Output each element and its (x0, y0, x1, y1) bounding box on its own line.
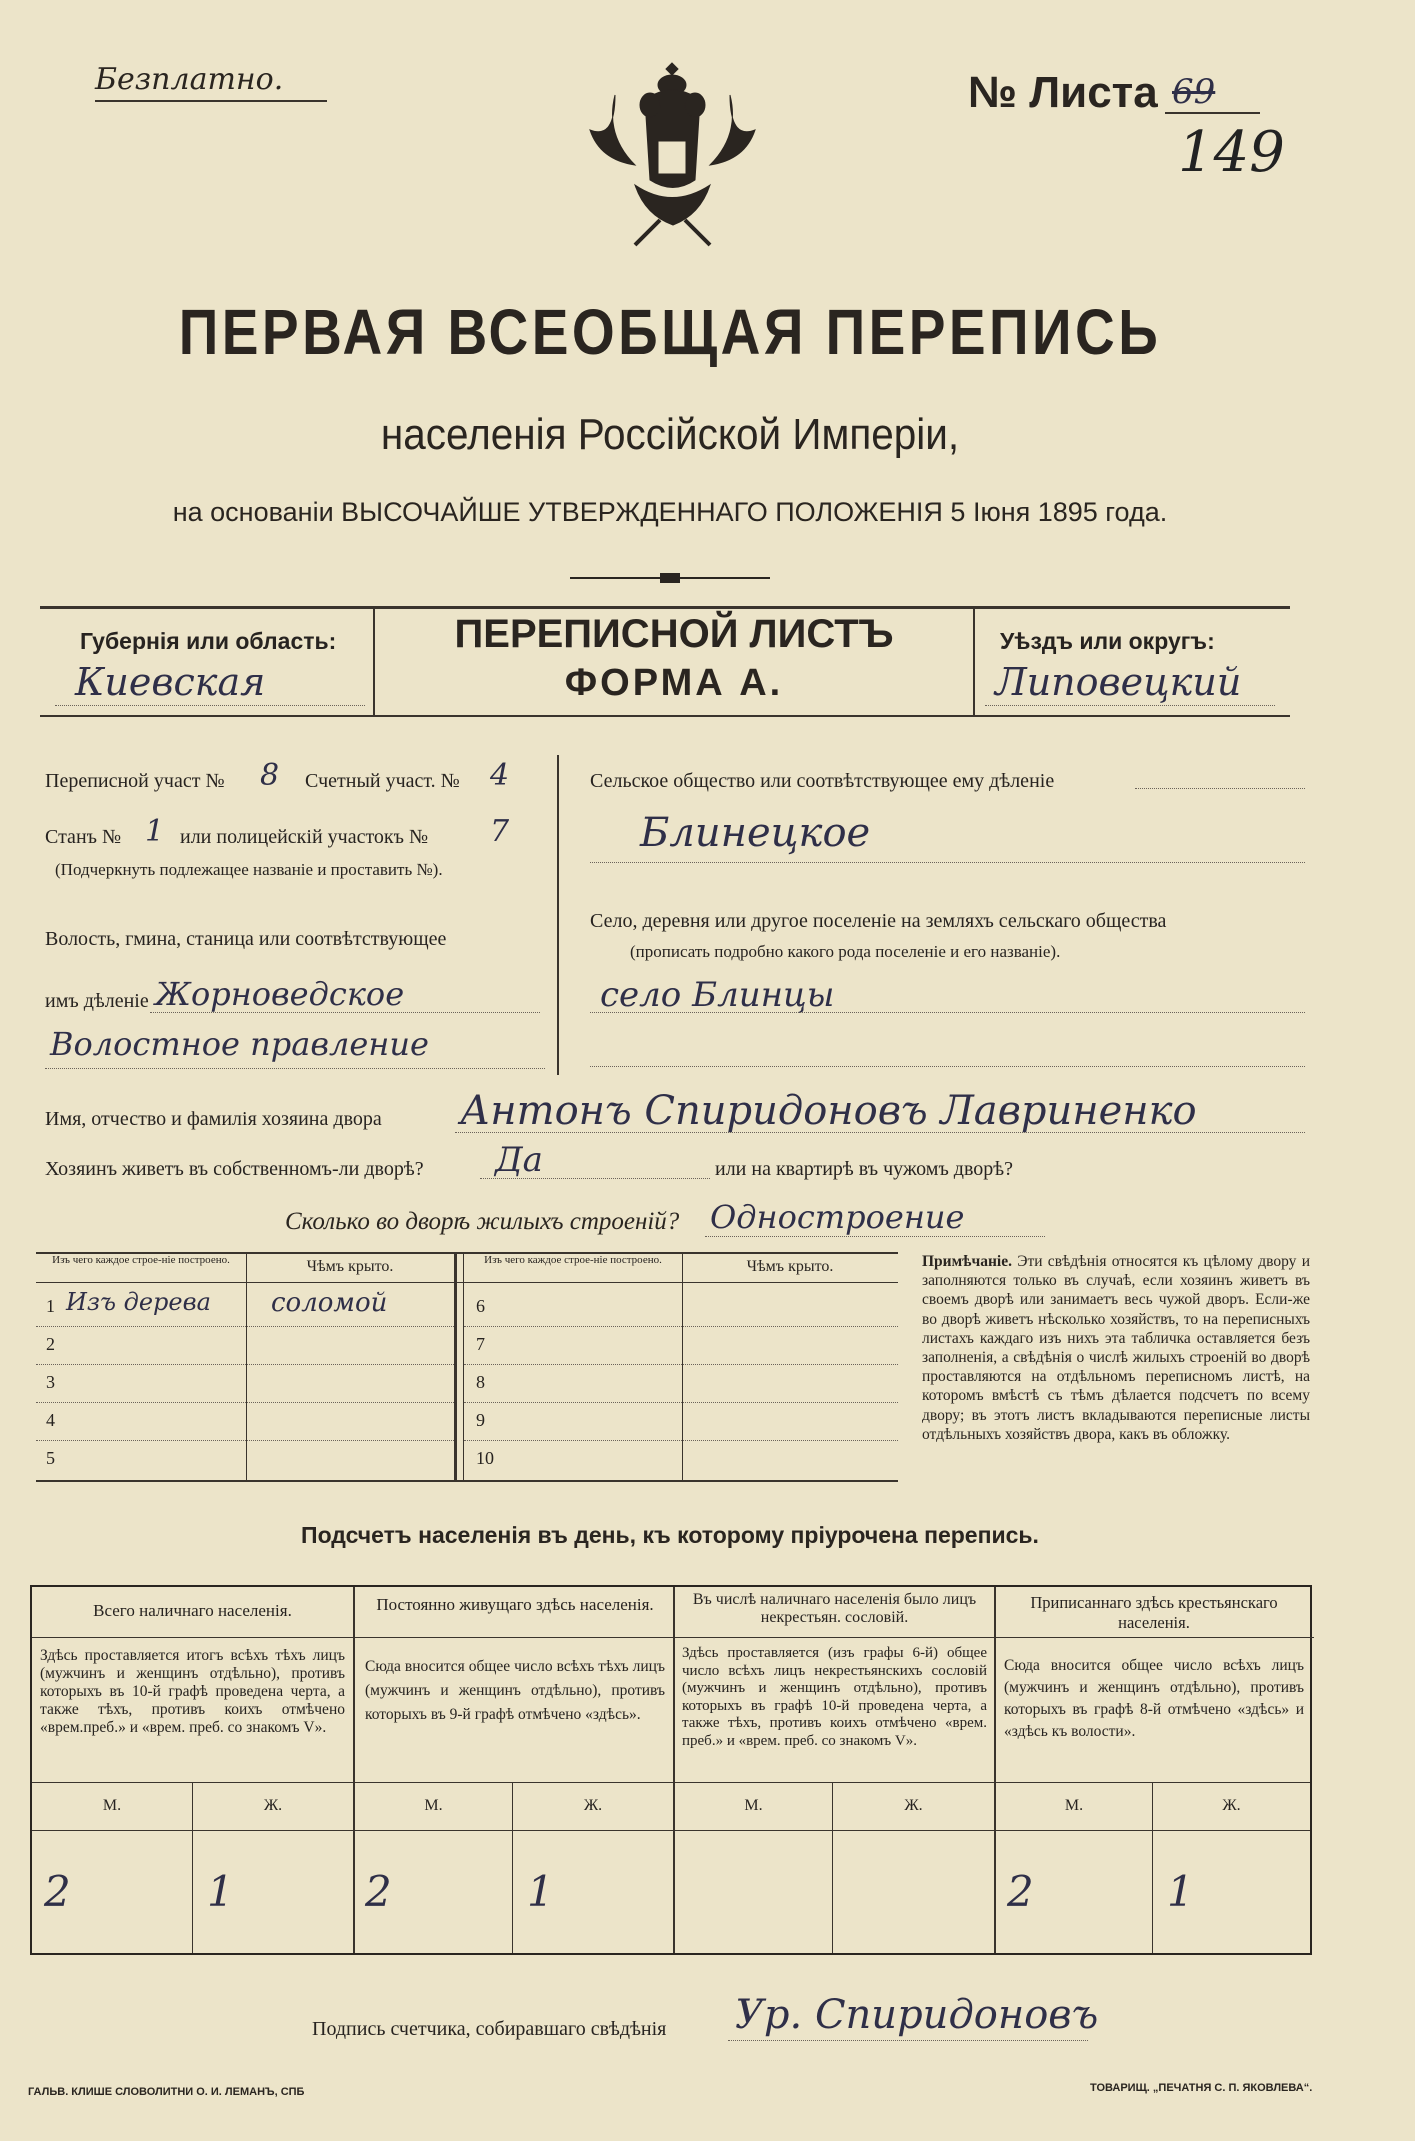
counting-section-label: Счетный участ. № (305, 770, 460, 792)
province-line (55, 705, 365, 706)
police-value: 7 (490, 814, 510, 849)
society-label: Сельское общество или соотвѣтствующее ему дѣленіе (590, 770, 1055, 792)
building-material: Изъ дерева (66, 1288, 211, 1316)
footer-right: ТОВАРИЩ. „ПЕЧАТНЯ С. П. ЯКОВЛЕВА“. (1090, 2082, 1313, 2094)
sheet-number-underline (1165, 112, 1260, 114)
sheet-number-crossed: 69 (1172, 72, 1216, 112)
signature-line (728, 2040, 1088, 2041)
row-number: 2 (46, 1334, 55, 1354)
table-row (464, 1402, 898, 1441)
pop-col-4-f-value: 1 (1167, 1867, 1194, 1916)
underline-note: (Подчеркнуть подлежащее названіе и проставить №). (55, 860, 443, 879)
owner-name-line (455, 1132, 1305, 1133)
buildings-label: Сколько во дворѣ жилыхъ строеній? (285, 1208, 680, 1235)
row-number: 3 (46, 1372, 55, 1392)
note (922, 1252, 1310, 1444)
volost-value: Жорноведское (155, 975, 405, 1013)
ornament-divider (570, 570, 770, 584)
pop-col-1-head: Всего наличнаго населенія. (93, 1601, 292, 1620)
row-number: 5 (46, 1448, 55, 1468)
page-title: ПЕРВАЯ ВСЕОБЩАЯ ПЕРЕПИСЬ (178, 296, 1162, 368)
pop-col-3-desc: Здѣсь проставляется (изъ графы 6-й) общее число всѣхъ лицъ некрестьянскихъ сословій (мужчинъ и женщинъ отдѣльно), противъ которыхъ въ графѣ 10-й проведена черта, а также тѣхъ, противъ коихъ отмѣчено «врем. преб.» и «врем. преб. со знакомъ V». (682, 1645, 987, 1749)
pop-col-4-head: Приписаннаго здѣсь крестьянскаго населенія. (1030, 1593, 1278, 1632)
stan-value: 1 (145, 814, 165, 849)
pop-col-4-f-label: Ж. (1222, 1797, 1241, 1814)
pop-col-4-m-value: 2 (1007, 1867, 1034, 1916)
sheet-number-handwritten: 149 (1178, 120, 1285, 185)
pop-col-2-m-value: 2 (365, 1867, 392, 1916)
settlement-value: село Блинцы (600, 975, 835, 1015)
table-row (36, 1288, 454, 1327)
page-subtitle: населенія Россійской Имперіи, (380, 410, 960, 459)
stan-label: Станъ № (45, 826, 122, 848)
note-text: Эти свѣдѣнія относятся къ цѣлому двору и заполняются только въ случаѣ, если хозяинъ живетъ въ своемъ дворѣ или занимаетъ весь чужой дворъ. Если-же во дворѣ живетъ нѣсколько хозяйствъ, то на переписныхъ листахъ каждаго изъ нихъ эта табличка оставляется безъ заполненія, а свѣдѣнія о числѣ жилыхъ строеній во дворѣ проставляются на отдѣльномъ переписномъ листѣ, на которомъ вмѣстѣ съ тѣмъ дѣлается подсчетъ по всему двору; въ этотъ листъ вкладываются переписные листы отдѣльныхъ хозяйствъ двора, какъ въ обложку. (922, 1253, 1311, 1443)
row-number: 4 (46, 1410, 55, 1430)
note-title: Примѣчаніе. (922, 1253, 1012, 1270)
form-top-rule (40, 606, 1290, 609)
pop-col-2-f-label: Ж. (583, 1797, 603, 1814)
form-divider-right (973, 606, 975, 716)
police-label: или полицейскій участокъ № (180, 826, 429, 848)
table-row (464, 1288, 898, 1327)
settlement-line-2 (590, 1066, 1305, 1067)
form-header-bottom-rule (40, 715, 1290, 717)
free-underline (95, 100, 327, 102)
volost-value-2: Волостное правление (50, 1025, 429, 1063)
row-number: 8 (476, 1372, 485, 1392)
buildings-value: Одностроение (710, 1198, 965, 1236)
counting-section-value: 4 (490, 758, 510, 793)
pop-col-1-f-label: Ж. (263, 1797, 283, 1814)
pop-col-4-desc: Сюда вносится общее число всѣхъ лицъ (мужчинъ и женщинъ отдѣльно), противъ которыхъ въ графѣ 8-й отмѣчено «здѣсь» и «здѣсь къ волости». (1004, 1657, 1304, 1740)
census-section-value: 8 (260, 758, 280, 793)
col-material-head-left: Изъ чего каждое строе-ніе построено. (52, 1254, 230, 1266)
block-divider (557, 755, 559, 1075)
owner-name-label: Имя, отчество и фамилія хозяина двора (45, 1108, 382, 1130)
table-row (464, 1364, 898, 1403)
decree-basis: на основаніи ВЫСОЧАЙШЕ УТВЕРЖДЕННАГО ПОЛОЖЕНІЯ 5 Іюня 1895 года. (172, 497, 1168, 527)
volost-label-2: имъ дѣленіе (45, 990, 149, 1012)
signature-label: Подпись счетчика, собиравшаго свѣдѣнія (312, 2018, 667, 2040)
rented-label: или на квартирѣ въ чужомъ дворѣ? (715, 1158, 1014, 1180)
table-row (36, 1326, 454, 1365)
pop-col-3-head: Въ числѣ наличнаго населенія было лицъ некрестьян. сословій. (692, 1591, 977, 1626)
census-section-label: Переписной участ № (45, 770, 225, 792)
row-number: 7 (476, 1334, 485, 1354)
population-table (30, 1585, 1312, 1955)
table-row (36, 1364, 454, 1403)
population-title: Подсчетъ населенія въ день, къ которому пріурочена перепись. (301, 1522, 1039, 1548)
pop-col-2-head: Постоянно живущаго здѣсь населенія. (376, 1595, 654, 1614)
coat-of-arms-emblem (575, 55, 770, 255)
col-roof-head-left: Чѣмъ крыто. (306, 1258, 394, 1275)
pop-col-1-f-value: 1 (207, 1867, 234, 1916)
settlement-label: Село, деревня или другое поселеніе на земляхъ сельскаго общества (590, 910, 1167, 932)
pop-col-1-m-label: М. (102, 1797, 122, 1814)
district-label: Уѣздъ или округъ: (1000, 628, 1215, 654)
volost-line-2 (45, 1068, 545, 1069)
own-yard-line (480, 1178, 710, 1179)
row-number: 9 (476, 1410, 485, 1430)
pop-col-3-m-label: М. (744, 1797, 763, 1814)
province-label: Губернія или область: (80, 628, 337, 654)
owner-name-value: Антонъ Спиридоновъ Лавриненко (460, 1088, 1197, 1134)
settlement-line-1 (590, 1012, 1305, 1013)
volost-line-1 (150, 1012, 540, 1013)
settlement-note: (прописать подробно какого рода поселеніе и его названіе). (630, 942, 1061, 961)
society-line-tail (1135, 788, 1305, 789)
table-row (464, 1326, 898, 1365)
building-roof: соломой (271, 1288, 388, 1318)
pop-col-4-m-label: М. (1064, 1797, 1084, 1814)
row-number: 10 (476, 1448, 494, 1468)
table-row (36, 1440, 454, 1478)
pop-col-2-desc: Сюда вносится общее число всѣхъ тѣхъ лицъ (мужчинъ и женщинъ отдѣльно), противъ которыхъ въ 9-й графѣ отмѣчено «здѣсь». (365, 1658, 665, 1723)
pop-col-1-m-value: 2 (44, 1867, 71, 1916)
free-label: Безплатно. (95, 62, 284, 97)
col-material-head-right: Изъ чего каждое строе-ніе построено. (484, 1254, 662, 1266)
pop-col-2-m-label: М. (424, 1797, 443, 1814)
table-row (464, 1440, 898, 1478)
footer-left: ГАЛЬВ. КЛИШЕ СЛОВОЛИТНИ О. И. ЛЕМАНЪ, СПБ (28, 2086, 305, 2098)
pop-col-1-desc: Здѣсь проставляется итогъ всѣхъ тѣхъ лицъ (мужчинъ и женщинъ отдѣльно), противъ которыхъ въ 10-й графѣ проведена черта, а также тѣхъ, противъ коихъ отмѣчено «врем.преб.» и «врем. преб. со знакомъ V». (40, 1647, 345, 1736)
society-value: Блинецкое (640, 810, 871, 856)
table-row (36, 1402, 454, 1441)
pop-col-3-f-label: Ж. (904, 1797, 923, 1814)
district-value: Липовецкий (995, 660, 1242, 704)
form-title: ПЕРЕПИСНОЙ ЛИСТЪ (454, 612, 894, 656)
row-number: 1 (46, 1296, 55, 1316)
province-value: Киевская (75, 660, 266, 704)
volost-label: Волость, гмина, станица или соотвѣтствующее (45, 928, 447, 950)
pop-col-2-f-value: 1 (527, 1867, 554, 1916)
own-yard-label: Хозяинъ живетъ въ собственномъ-ли дворѣ? (45, 1158, 424, 1180)
own-yard-value: Да (495, 1140, 543, 1180)
sheet-number-label: № Листа (968, 68, 1158, 117)
form-type: ФОРМА А. (564, 662, 784, 704)
buildings-table (36, 1252, 898, 1482)
row-number: 6 (476, 1296, 485, 1316)
signature-value: Ур. Спиридоновъ (735, 1992, 1099, 2038)
district-line (985, 705, 1275, 706)
buildings-line (705, 1236, 1045, 1237)
society-line (590, 862, 1305, 863)
col-roof-head-right: Чѣмъ крыто. (746, 1258, 834, 1275)
